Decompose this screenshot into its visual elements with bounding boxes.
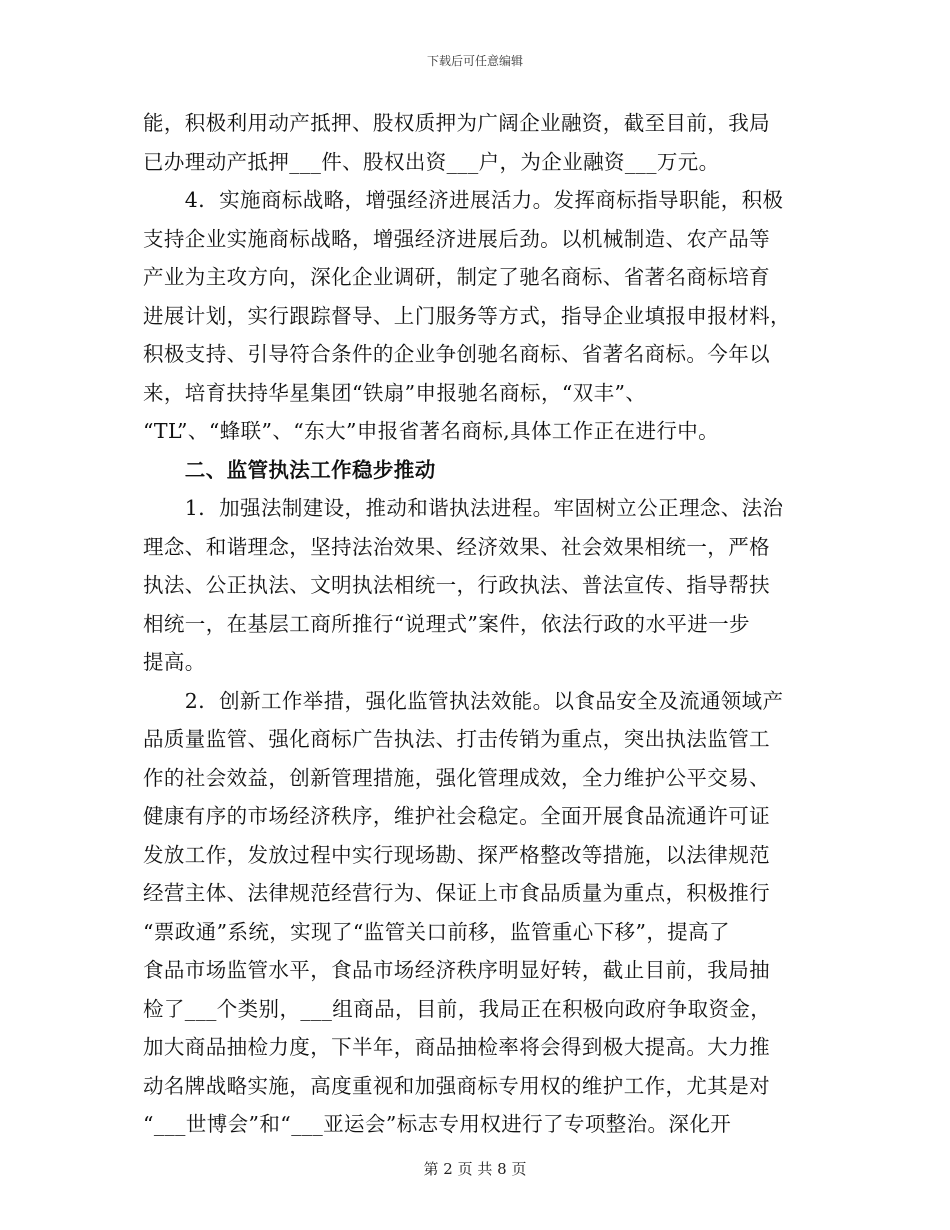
- text-line: 检了___个类别，___组商品，目前，我局正在积极向政府争取资金，: [143, 996, 772, 1021]
- text-line: 品质量监管、强化商标广告执法、打击传销为重点，突出执法监管工: [143, 727, 770, 751]
- text-line: 1．加强法制建设，推动和谐执法进程。牢固树立公正理念、法治: [143, 496, 784, 520]
- text-line: 作的社会效益，创新管理措施，强化管理成效，全力维护公平交易、: [143, 765, 770, 790]
- text-line: 来，培育扶持华星集团“铁扇”申报驰名商标，“双丰”、: [143, 380, 647, 405]
- text-line: 理念、和谐理念，坚持法治效果、经济效果、社会效果相统一，严格: [143, 534, 770, 559]
- text-line: “___世博会”和“___亚运会”标志专用权进行了专项整治。深化开: [143, 1112, 732, 1136]
- text-line: “票政通”系统，实现了“监管关口前移，监管重心下移”，提高了: [143, 919, 730, 944]
- text-line: 产业为主攻方向，深化企业调研，制定了驰名商标、省著名商标培育: [143, 265, 770, 289]
- text-line: 已办理动产抵押___件、股权出资___户，为企业融资___万元。: [143, 149, 720, 174]
- text-line: 相统一，在基层工商所推行“说理式”案件，依法行政的水平进一步: [143, 611, 750, 636]
- text-line: 支持企业实施商标战略，增强经济进展后劲。以机械制造、农产品等: [143, 226, 770, 251]
- text-line: 4．实施商标战略，增强经济进展活力。发挥商标指导职能，积极: [143, 188, 784, 212]
- text-line: 进展计划，实行跟踪督导、上门服务等方式，指导企业填报申报材料，: [143, 303, 791, 328]
- text-line: 健康有序的市场经济秩序，维护社会稳定。全面开展食品流通许可证: [143, 804, 770, 828]
- page-number: 第 2 页 共 8 页: [423, 1160, 527, 1178]
- document-body: [143, 104, 807, 1144]
- text-line: 食品市场监管水平，食品市场经济秩序明显好转，截止目前，我局抽: [143, 958, 770, 982]
- text-line: 积极支持、引导符合条件的企业争创驰名商标、省著名商标。今年以: [143, 342, 770, 366]
- text-line: “TL”、“蜂联”、“东大”申报省著名商标,具体工作正在进行中。: [143, 419, 720, 443]
- page-header-note: 下载后可任意编辑: [426, 54, 523, 68]
- section-heading: 二、监管执法工作稳步推动: [143, 457, 436, 482]
- text-line: 提高。: [143, 650, 206, 674]
- text-line: 执法、公正执法、文明执法相统一，行政执法、普法宣传、指导帮扶: [143, 573, 770, 597]
- text-line: 动名牌战略实施，高度重视和加强商标专用权的维护工作，尤其是对: [143, 1073, 770, 1098]
- text-line: 加大商品抽检力度，下半年，商品抽检率将会得到极大提高。大力推: [143, 1035, 770, 1059]
- text-line: 能，积极利用动产抵押、股权质押为广阔企业融资，截至目前，我局: [143, 111, 770, 135]
- text-line: 经营主体、法律规范经营行为、保证上市食品质量为重点，积极推行: [143, 881, 770, 905]
- text-line: 2．创新工作举措，强化监管执法效能。以食品安全及流通领域产: [143, 688, 784, 713]
- text-line: 发放工作，发放过程中实行现场勘、探严格整改等措施，以法律规范: [143, 842, 770, 867]
